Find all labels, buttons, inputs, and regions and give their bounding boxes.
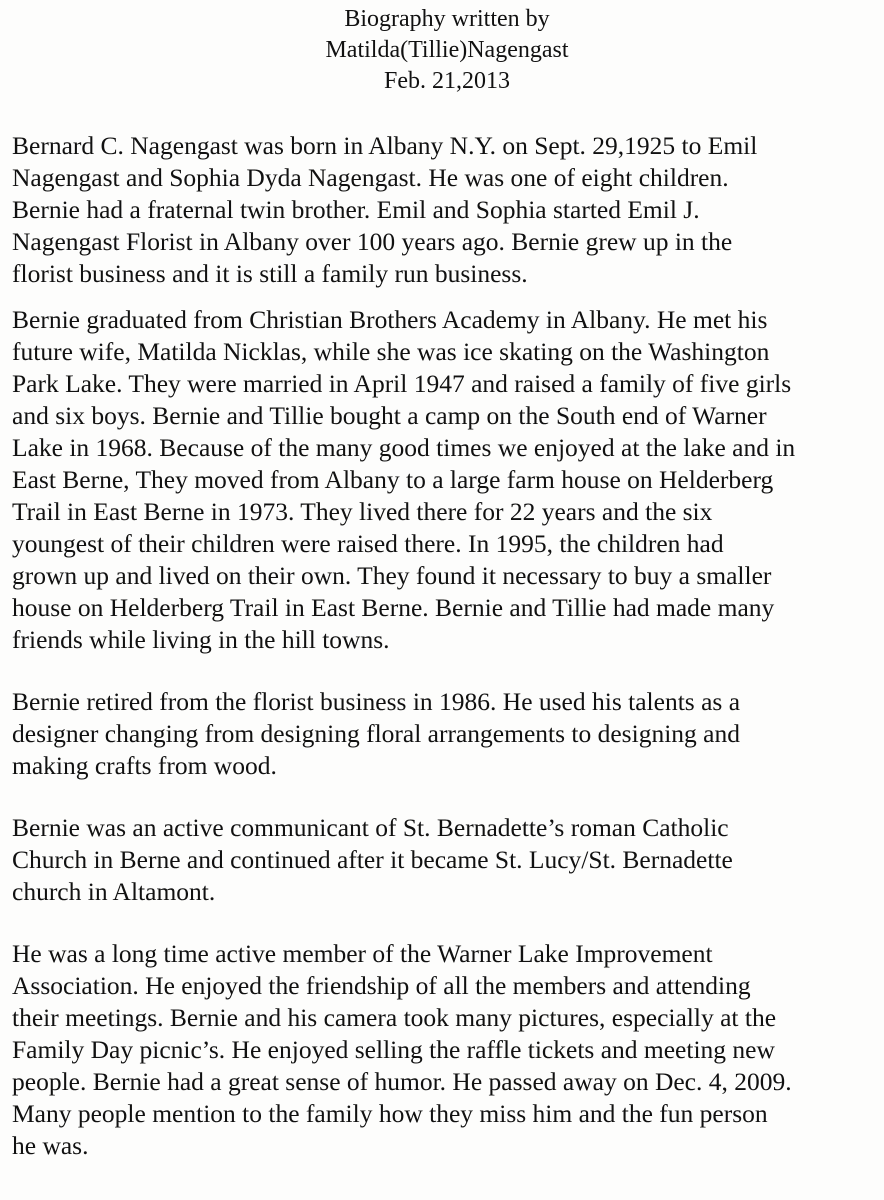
text-line: Nagengast Florist in Albany over 100 years ago. Bernie grew up in the [12,227,733,256]
text-line: he was. [12,1131,89,1160]
text-line: Bernie had a fraternal twin brother. Emil and Sophia started Emil J. [12,195,700,224]
text-line: Bernard C. Nagengast was born in Albany N.Y. on Sept. 29,1925 to Emil [12,131,758,160]
paragraph-birth [12,130,874,290]
text-line: youngest of their children were raised there. In 1995, the children had [12,529,724,558]
paragraph-family [12,304,874,656]
header-author: Matilda(Tillie)Nagengast [325,37,569,63]
text-line: Family Day picnic’s. He enjoyed selling the raffle tickets and meeting new [12,1035,775,1064]
paragraph-retirement [12,686,874,782]
text-line: designer changing from designing floral arrangements to designing and [12,719,740,748]
text-line: church in Altamont. [12,877,216,906]
text-line: grown up and lived on their own. They found it necessary to buy a smaller [12,561,772,590]
text-line: Bernie was an active communicant of St. Bernadette’s roman Catholic [12,813,729,842]
text-line: Bernie retired from the florist business in 1986. He used his talents as a [12,687,741,716]
paragraph-church [12,812,874,908]
text-line: Park Lake. They were married in April 1947 and raised a family of five girls [12,369,792,398]
text-line: East Berne, They moved from Albany to a large farm house on Helderberg [12,465,774,494]
text-line: Nagengast and Sophia Dyda Nagengast. He was one of eight children. [12,163,729,192]
text-line: house on Helderberg Trail in East Berne. Bernie and Tillie had made many [12,593,775,622]
text-line: Association. He enjoyed the friendship of all the members and attending [12,971,751,1000]
text-line: friends while living in the hill towns. [12,625,390,654]
text-line: future wife, Matilda Nicklas, while she was ice skating on the Washington [12,337,770,366]
text-line: Bernie graduated from Christian Brothers Academy in Albany. He met his [12,305,768,334]
text-line: making crafts from wood. [12,751,277,780]
text-line: their meetings. Bernie and his camera took many pictures, especially at the [12,1003,777,1032]
text-line: Lake in 1968. Because of the many good times we enjoyed at the lake and in [12,433,796,462]
text-line: Trail in East Berne in 1973. They lived there for 22 years and the six [12,497,713,526]
text-line: Many people mention to the family how they miss him and the fun person [12,1099,768,1128]
text-line: people. Bernie had a great sense of humor. He passed away on Dec. 4, 2009. [12,1067,792,1096]
text-line: florist business and it is still a family run business. [12,259,528,288]
header-date: Feb. 21,2013 [384,68,510,94]
text-line: Church in Berne and continued after it became St. Lucy/St. Bernadette [12,845,733,874]
paragraph-association [12,938,874,1162]
text-line: He was a long time active member of the Warner Lake Improvement [12,939,713,968]
text-line: and six boys. Bernie and Tillie bought a camp on the South end of Warner [12,401,767,430]
document-body [12,130,874,1162]
document-header [0,4,884,97]
header-title: Biography written by [344,6,550,32]
